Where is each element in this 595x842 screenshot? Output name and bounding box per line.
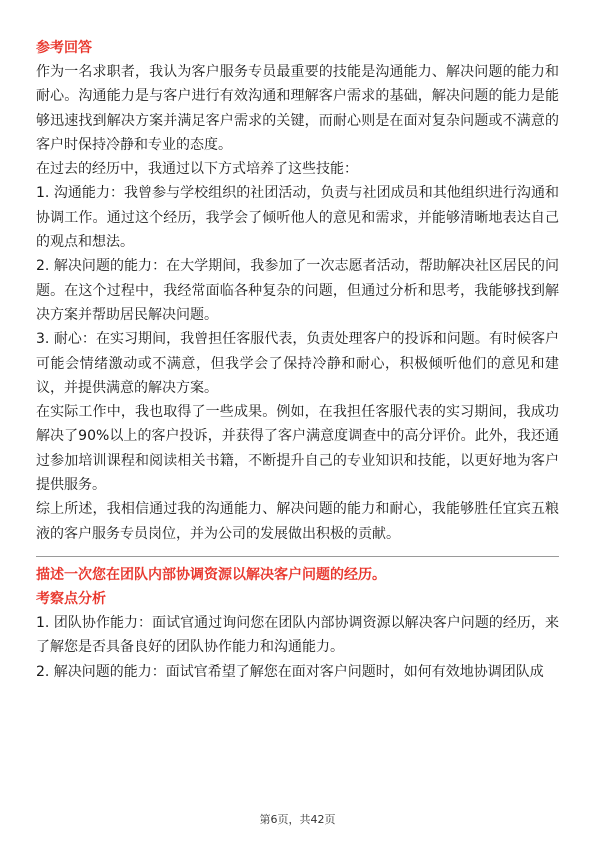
answer-paragraph: 在过去的经历中，我通过以下方式培养了这些技能： bbox=[36, 161, 358, 178]
answer-paragraph: 2. 解决问题的能力：在大学期间，我参加了一次志愿者活动，帮助解决社区居民的问题。在这个过程中，我经常面临各种复杂的问题，但通过分析和思考，我能够找到解决方案并帮助居民解决问题。 bbox=[36, 258, 559, 323]
reference-answer-heading: 参考回答 bbox=[36, 40, 92, 56]
answer-paragraph: 3. 耐心：在实习期间，我曾担任客服代表，负责处理客户的投诉和问题。有时候客户可能会情绪激动或不满意，但我学会了保持冷静和耐心，积极倾听他们的意见和建议，并提供满意的解决方案。 bbox=[36, 331, 559, 396]
analysis-paragraph: 1. 团队协作能力：面试官通过询问您在团队内部协调资源以解决客户问题的经历，来了解您是否具备良好的团队协作能力和沟通能力。 bbox=[36, 614, 559, 656]
analysis-paragraph: 2. 解决问题的能力：面试官希望了解您在面对客户问题时，如何有效地协调团队成 bbox=[36, 663, 544, 680]
answer-paragraph: 1. 沟通能力：我曾参与学校组织的社团活动，负责与社团成员和其他组织进行沟通和协调工作。通过这个经历，我学会了倾听他人的意见和需求，并能够清晰地表达自己的观点和想法。 bbox=[36, 185, 559, 251]
section-divider bbox=[36, 556, 559, 557]
page-number: 第6页，共42页 bbox=[259, 813, 336, 826]
answer-paragraph: 在实际工作中，我也取得了一些成果。例如，在我担任客服代表的实习期间，我成功解决了90%以上的客户投诉，并获得了客户满意度调查中的高分评价。此外，我还通过参加培训课程和阅读相关书籍，不断提升自己的专业知识和技能，以更好地为客户提供服务。 bbox=[36, 404, 559, 494]
answer-paragraph: 作为一名求职者，我认为客户服务专员最重要的技能是沟通能力、解决问题的能力和耐心。沟通能力是与客户进行有效沟通和理解客户需求的基础，解决问题的能力是能够迅速找到解决方案并满足客户需求的关键，而耐心则是在面对复杂问题或不满意的客户时保持冷静和专业的态度。 bbox=[36, 64, 559, 153]
page-content bbox=[36, 36, 559, 684]
answer-paragraph: 综上所述，我相信通过我的沟通能力、解决问题的能力和耐心，我能够胜任宜宾五粮液的客户服务专员岗位，并为公司的发展做出积极的贡献。 bbox=[36, 501, 559, 542]
analysis-heading: 考察点分析 bbox=[36, 590, 106, 607]
question-heading: 描述一次您在团队内部协调资源以解决客户问题的经历。 bbox=[36, 566, 386, 583]
